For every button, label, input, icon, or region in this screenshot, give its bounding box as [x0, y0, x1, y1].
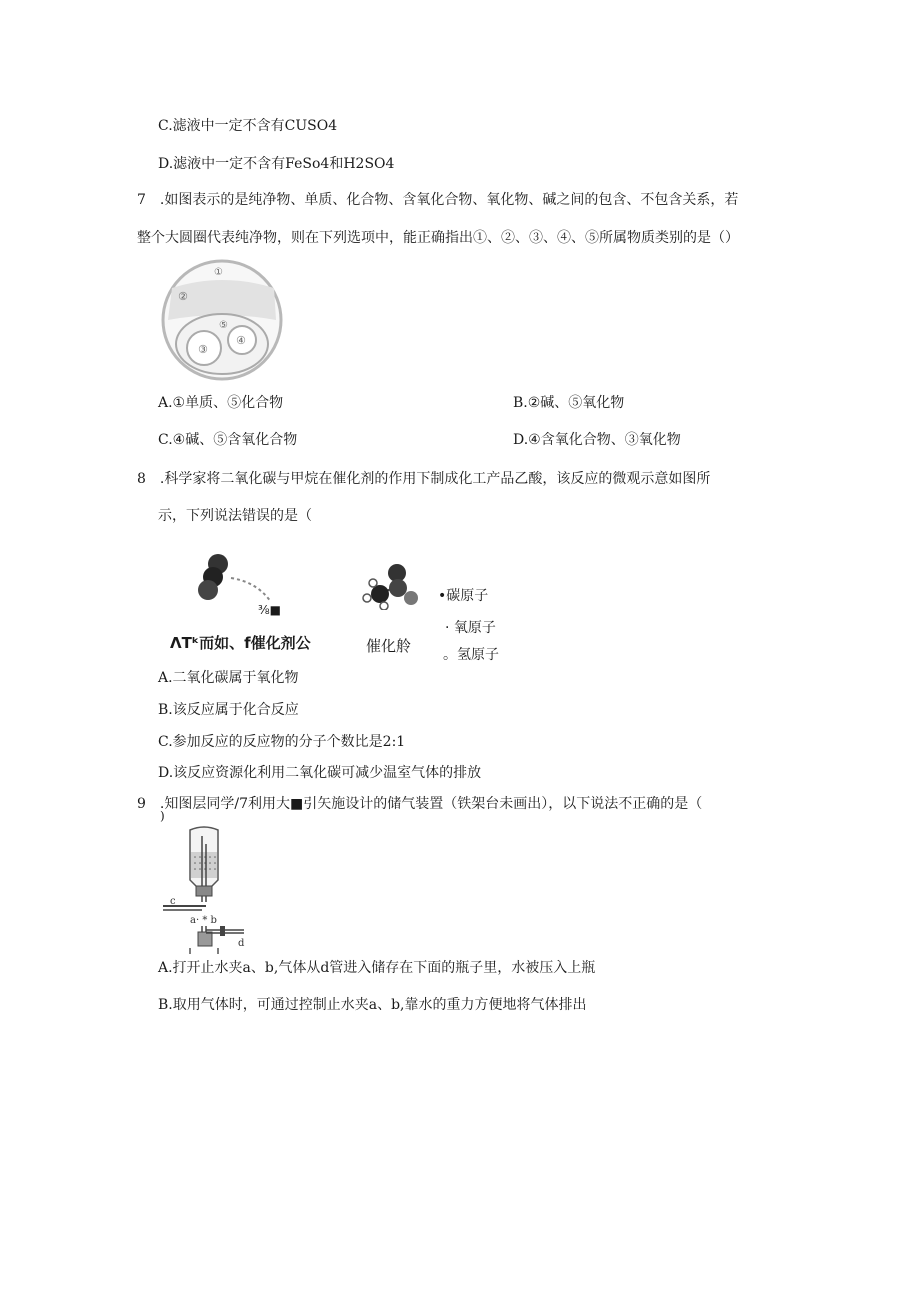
q8-option-b: B.该反应属于化合反应: [158, 702, 299, 718]
gas-storage-apparatus-figure: [160, 822, 260, 954]
q8-stem-line2: 示，下列说法错误的是（: [158, 508, 312, 524]
q6-option-c: C.滤液中一定不含有CUSO4: [158, 118, 338, 134]
q8-option-c: C.参加反应的反应物的分子个数比是2:1: [158, 734, 406, 750]
q9-fig-label-c: c: [170, 896, 176, 907]
q9-option-a: A.打开止水夹a、b,气体从d管进入储存在下面的瓶子里，水被压入上瓶: [158, 960, 596, 976]
q7-option-a: A.①单质、⑤化合物: [158, 395, 284, 411]
q9-stem-line1: 9 .知图层同学/7利用大■引矢施设计的储气装置（铁架台未画出），以下说法不正确的是（: [137, 796, 703, 812]
q8-option-d: D.该反应资源化利用二氧化碳可减少温室气体的排放: [158, 765, 482, 781]
legend-oxygen-atom: · 氧原子: [445, 620, 496, 636]
q9-fig-label-ab: a· * b: [190, 915, 217, 926]
q7-label-1: ①: [214, 267, 223, 278]
q7-label-2: ②: [178, 290, 188, 303]
q7-option-d: D.④含氧化合物、③氧化物: [513, 432, 681, 448]
q8-fig-small-text: ⅜■: [258, 603, 281, 617]
q7-option-c: C.④碱、⑤含氧化合物: [158, 432, 298, 448]
q9-fig-label-d: d: [238, 938, 245, 949]
q7-label-5: ⑤: [219, 320, 228, 331]
q7-nested-circles-figure: [158, 258, 288, 383]
q9-stem-line2: ): [160, 809, 165, 823]
q7-label-3: ③: [198, 343, 208, 356]
q8-option-a: A.二氧化碳属于氧化物: [158, 670, 299, 686]
q8-stem-line1: 8 .科学家将二氧化碳与甲烷在催化剂的作用下制成化工产品乙酸，该反应的微观示意如图所: [137, 471, 711, 487]
legend-carbon-atom: •碳原子: [438, 588, 489, 604]
q9-option-b: B.取用气体时，可通过控制止水夹a、b,靠水的重力方便地将气体排出: [158, 997, 587, 1013]
legend-hydrogen-atom: 。氢原子: [443, 647, 499, 663]
q7-stem-line1: 7 .如图表示的是纯净物、单质、化合物、含氧化合物、氧化物、碱之间的包含、不包含关系，若: [137, 192, 739, 208]
q7-label-4: ④: [236, 334, 246, 347]
q8-fig-caption-left: ΛTᵏ而如、f催化剂公: [170, 634, 311, 652]
acetic-acid-molecule-icon: [360, 560, 424, 610]
q6-option-d: D.滤液中一定不含有FeSo4和H2SO4: [158, 156, 395, 172]
q7-option-b: B.②碱、⑤氧化物: [513, 395, 625, 411]
q8-fig-caption-mid: 催化舲: [366, 637, 412, 655]
q7-stem-line2: 整个大圆圈代表纯净物，则在下列选项中，能正确指出①、②、③、④、⑤所属物质类别的是（）: [137, 230, 739, 246]
